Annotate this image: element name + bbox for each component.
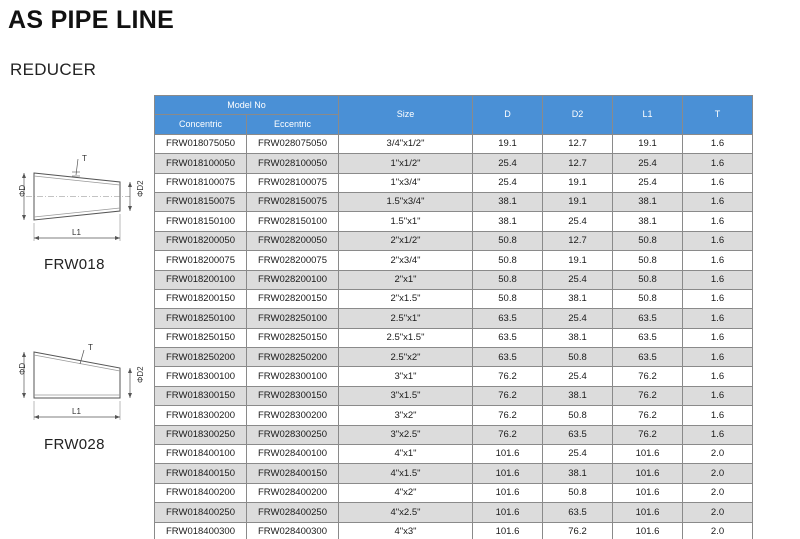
t-cell: 1.6 [683, 270, 753, 289]
size-cell: 1.5"x1" [339, 212, 473, 231]
concentric-cell: FRW018300150 [155, 386, 247, 405]
l1-cell: 38.1 [613, 192, 683, 211]
d-cell: 63.5 [473, 309, 543, 328]
d-cell: 63.5 [473, 328, 543, 347]
l1-cell: 101.6 [613, 445, 683, 464]
t-cell: 1.6 [683, 425, 753, 444]
d2-cell: 50.8 [543, 406, 613, 425]
eccentric-cell: FRW028075050 [247, 134, 339, 153]
table-row [155, 154, 753, 173]
table-row [155, 367, 753, 386]
t-cell: 1.6 [683, 328, 753, 347]
table-row [155, 251, 753, 270]
size-cell: 4"x2" [339, 483, 473, 502]
d2-header: D2 [543, 96, 613, 135]
size-cell: 2"x1" [339, 270, 473, 289]
concentric-cell: FRW018075050 [155, 134, 247, 153]
d-cell: 76.2 [473, 425, 543, 444]
d2-cell: 25.4 [543, 309, 613, 328]
d2-cell: 12.7 [543, 231, 613, 250]
size-cell: 1"x3/4" [339, 173, 473, 192]
t-header: T [683, 96, 753, 135]
d2-cell: 19.1 [543, 192, 613, 211]
t-cell: 2.0 [683, 483, 753, 502]
l1-cell: 50.8 [613, 289, 683, 308]
eccentric-cell: FRW028300150 [247, 386, 339, 405]
d2-cell: 50.8 [543, 483, 613, 502]
table-row [155, 212, 753, 231]
t-cell: 1.6 [683, 192, 753, 211]
eccentric-cell: FRW028400200 [247, 483, 339, 502]
l1-cell: 76.2 [613, 425, 683, 444]
d-cell: 19.1 [473, 134, 543, 153]
table-row [155, 483, 753, 502]
concentric-cell: FRW018400150 [155, 464, 247, 483]
reducer-spec-table [154, 95, 753, 539]
d-cell: 50.8 [473, 270, 543, 289]
concentric-cell: FRW018400300 [155, 522, 247, 539]
dim-d2-label: ΦD2 [136, 366, 145, 383]
dim-d-label: ΦD [18, 362, 27, 375]
eccentric-cell: FRW028200050 [247, 231, 339, 250]
d-cell: 76.2 [473, 406, 543, 425]
d2-cell: 19.1 [543, 173, 613, 192]
table-row [155, 386, 753, 405]
table-row [155, 445, 753, 464]
d-cell: 101.6 [473, 464, 543, 483]
concentric-cell: FRW018400100 [155, 445, 247, 464]
eccentric-reducer-diagram [8, 330, 148, 435]
page-title: AS PIPE LINE [8, 6, 175, 34]
d-cell: 25.4 [473, 154, 543, 173]
dim-l1-label: L1 [72, 407, 81, 416]
l1-cell: 19.1 [613, 134, 683, 153]
t-cell: 1.6 [683, 406, 753, 425]
d-cell: 101.6 [473, 522, 543, 539]
d-cell: 101.6 [473, 503, 543, 522]
l1-cell: 63.5 [613, 309, 683, 328]
size-cell: 1"x1/2" [339, 154, 473, 173]
model-no-header: Model No [155, 96, 339, 115]
concentric-reducer-diagram [8, 145, 148, 260]
eccentric-cell: FRW028200100 [247, 270, 339, 289]
table-row [155, 328, 753, 347]
table-row [155, 425, 753, 444]
dim-d2-label: ΦD2 [136, 180, 145, 197]
concentric-cell: FRW018250150 [155, 328, 247, 347]
size-cell: 4"x1.5" [339, 464, 473, 483]
eccentric-cell: FRW028300250 [247, 425, 339, 444]
d2-cell: 38.1 [543, 289, 613, 308]
eccentric-cell: FRW028400150 [247, 464, 339, 483]
d-cell: 76.2 [473, 386, 543, 405]
concentric-cell: FRW018200150 [155, 289, 247, 308]
d2-cell: 38.1 [543, 328, 613, 347]
l1-cell: 38.1 [613, 212, 683, 231]
d-cell: 38.1 [473, 192, 543, 211]
concentric-cell: FRW018100050 [155, 154, 247, 173]
d2-cell: 38.1 [543, 386, 613, 405]
d2-cell: 25.4 [543, 445, 613, 464]
size-cell: 3/4"x1/2" [339, 134, 473, 153]
l1-cell: 50.8 [613, 231, 683, 250]
table-body [155, 134, 753, 539]
table-row [155, 406, 753, 425]
d-cell: 101.6 [473, 445, 543, 464]
size-cell: 4"x2.5" [339, 503, 473, 522]
eccentric-cell: FRW028250200 [247, 348, 339, 367]
size-cell: 2"x1/2" [339, 231, 473, 250]
l1-cell: 50.8 [613, 270, 683, 289]
l1-cell: 101.6 [613, 483, 683, 502]
l1-cell: 63.5 [613, 328, 683, 347]
eccentric-cell: FRW028250100 [247, 309, 339, 328]
l1-cell: 25.4 [613, 173, 683, 192]
t-cell: 2.0 [683, 522, 753, 539]
d2-cell: 25.4 [543, 270, 613, 289]
d2-cell: 19.1 [543, 251, 613, 270]
concentric-header: Concentric [155, 115, 247, 134]
l1-cell: 101.6 [613, 464, 683, 483]
l1-cell: 76.2 [613, 386, 683, 405]
l1-cell: 25.4 [613, 154, 683, 173]
eccentric-cell: FRW028300200 [247, 406, 339, 425]
size-header: Size [339, 96, 473, 135]
size-cell: 3"x2.5" [339, 425, 473, 444]
d2-cell: 38.1 [543, 464, 613, 483]
eccentric-cell: FRW028200075 [247, 251, 339, 270]
concentric-cell: FRW018200050 [155, 231, 247, 250]
size-cell: 2.5"x1" [339, 309, 473, 328]
d-cell: 76.2 [473, 367, 543, 386]
size-cell: 4"x1" [339, 445, 473, 464]
table-row [155, 173, 753, 192]
d2-cell: 25.4 [543, 212, 613, 231]
table-row [155, 464, 753, 483]
d-cell: 50.8 [473, 231, 543, 250]
size-cell: 3"x1" [339, 367, 473, 386]
size-cell: 2.5"x1.5" [339, 328, 473, 347]
concentric-cell: FRW018400250 [155, 503, 247, 522]
d2-cell: 12.7 [543, 154, 613, 173]
eccentric-caption: FRW028 [44, 436, 105, 453]
d-cell: 101.6 [473, 483, 543, 502]
t-cell: 1.6 [683, 134, 753, 153]
d2-cell: 63.5 [543, 503, 613, 522]
size-cell: 3"x1.5" [339, 386, 473, 405]
t-cell: 1.6 [683, 386, 753, 405]
eccentric-cell: FRW028150100 [247, 212, 339, 231]
eccentric-header: Eccentric [247, 115, 339, 134]
t-cell: 1.6 [683, 231, 753, 250]
section-title: REDUCER [10, 60, 97, 79]
d-cell: 50.8 [473, 251, 543, 270]
concentric-reducer-drawing [8, 145, 148, 260]
table-row [155, 134, 753, 153]
table-row [155, 192, 753, 211]
t-cell: 1.6 [683, 173, 753, 192]
size-cell: 3"x2" [339, 406, 473, 425]
eccentric-cell: FRW028300100 [247, 367, 339, 386]
eccentric-cell: FRW028100075 [247, 173, 339, 192]
eccentric-cell: FRW028250150 [247, 328, 339, 347]
table-row [155, 289, 753, 308]
d2-cell: 76.2 [543, 522, 613, 539]
table-row [155, 348, 753, 367]
t-cell: 1.6 [683, 348, 753, 367]
t-cell: 2.0 [683, 464, 753, 483]
size-cell: 1.5"x3/4" [339, 192, 473, 211]
table-row [155, 503, 753, 522]
dim-t-label: T [82, 154, 87, 163]
eccentric-cell: FRW028400100 [247, 445, 339, 464]
d-cell: 38.1 [473, 212, 543, 231]
table-header-row [155, 96, 753, 115]
size-cell: 2"x1.5" [339, 289, 473, 308]
d-cell: 25.4 [473, 173, 543, 192]
size-cell: 4"x3" [339, 522, 473, 539]
dim-t-label: T [88, 343, 93, 352]
table-row [155, 270, 753, 289]
size-cell: 2"x3/4" [339, 251, 473, 270]
d2-cell: 12.7 [543, 134, 613, 153]
l1-cell: 50.8 [613, 251, 683, 270]
d2-cell: 25.4 [543, 367, 613, 386]
size-cell: 2.5"x2" [339, 348, 473, 367]
concentric-cell: FRW018400200 [155, 483, 247, 502]
concentric-cell: FRW018200100 [155, 270, 247, 289]
l1-cell: 101.6 [613, 522, 683, 539]
concentric-cell: FRW018150075 [155, 192, 247, 211]
eccentric-cell: FRW028100050 [247, 154, 339, 173]
t-cell: 1.6 [683, 251, 753, 270]
concentric-cell: FRW018100075 [155, 173, 247, 192]
d-header: D [473, 96, 543, 135]
concentric-cell: FRW018250100 [155, 309, 247, 328]
table-row [155, 522, 753, 539]
eccentric-cell: FRW028150075 [247, 192, 339, 211]
t-cell: 1.6 [683, 154, 753, 173]
concentric-cell: FRW018300100 [155, 367, 247, 386]
d2-cell: 63.5 [543, 425, 613, 444]
d-cell: 63.5 [473, 348, 543, 367]
l1-cell: 76.2 [613, 367, 683, 386]
dim-l1-label: L1 [72, 228, 81, 237]
t-cell: 1.6 [683, 289, 753, 308]
t-cell: 1.6 [683, 367, 753, 386]
concentric-cell: FRW018250200 [155, 348, 247, 367]
l1-cell: 63.5 [613, 348, 683, 367]
t-cell: 1.6 [683, 309, 753, 328]
concentric-cell: FRW018150100 [155, 212, 247, 231]
d2-cell: 50.8 [543, 348, 613, 367]
concentric-cell: FRW018300200 [155, 406, 247, 425]
concentric-cell: FRW018300250 [155, 425, 247, 444]
l1-cell: 101.6 [613, 503, 683, 522]
eccentric-cell: FRW028400300 [247, 522, 339, 539]
d-cell: 50.8 [473, 289, 543, 308]
t-cell: 1.6 [683, 212, 753, 231]
concentric-cell: FRW018200075 [155, 251, 247, 270]
concentric-caption: FRW018 [44, 256, 105, 273]
l1-header: L1 [613, 96, 683, 135]
eccentric-reducer-drawing [8, 330, 148, 435]
table-row [155, 231, 753, 250]
t-cell: 2.0 [683, 445, 753, 464]
dim-d-label: ΦD [18, 184, 27, 197]
t-cell: 2.0 [683, 503, 753, 522]
eccentric-cell: FRW028200150 [247, 289, 339, 308]
eccentric-cell: FRW028400250 [247, 503, 339, 522]
l1-cell: 76.2 [613, 406, 683, 425]
table-row [155, 309, 753, 328]
